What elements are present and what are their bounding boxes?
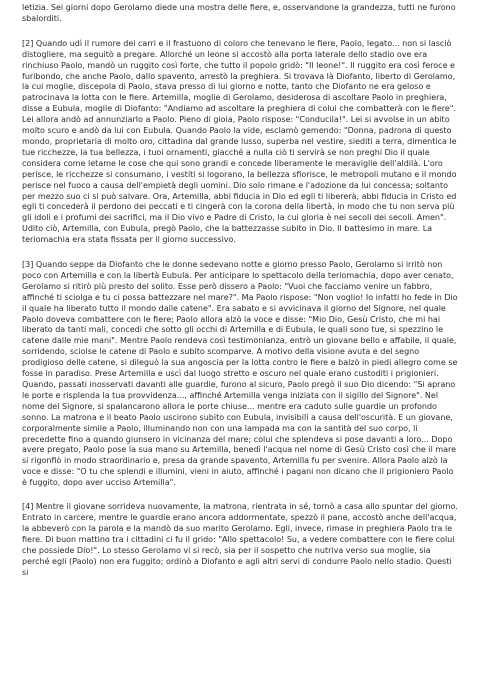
paragraph-intro: letizia. Sei giorni dopo Gerolamo diede una mostra delle fiere, e, osservandone la grandezza, tutti ne furono sbalorditi. (22, 3, 456, 23)
paragraph-section-2: [2] Quando udì il rumore dei carri e il frastuono di coloro che tenevano le fiere, Paolo, legato... non si lasciò distogliere, ma seguitò a pregare. Allorché un leone si accostò alla porta laterale dello stadio ove era rinchiuso Paolo, mandò un ruggito così forte, che tutto il popolo gridò: "Il leone!". Il ruggito era così feroce e furibondo, che anche Paolo, dallo spavento, arrestò la preghiera. Si trovava là Diofanto, liberto di Gerolamo, la cui moglie, discepola di Paolo, stava presso di lui giorno e notte, tanto che Diofanto ne era geloso e patrocinava la lotta con le fiere. Artemilla, moglie di Gerolamo, desiderosa di ascoltare Paolo in preghiera, disse a Eubula, moglie di Diofanto: "Andiamo ad ascoltare la preghiera di colui che combatterà con le fiere". Lei allora andò ad annunziarlo a Paolo. Pieno di gioia, Paolo rispose: "Conducila!". Lei si avvolse in un abito molto scuro e andò da lui con Eubula. Quando Paolo la vide, esclamò gemendo: "Donna, padrona di questo mondo, proprietaria di molto oro, cittadina dal grande lusso, superba nel vestire, siediti a terra, dimentica le tue ricchezze, la tua bellezza, i tuoi ornamenti, giacché a nulla ciò ti servirà se non preghi Dio il quale considera come letame le cose che qui sono grandi e concede liberamente le meraviglie dell'aldilà. L'oro perisce, le ricchezze si consumano, i vestiti si logorano, la bellezza sfiorisce, le metropoli mutano e il mondo perisce nel fuoco a causa dell'empietà degli uomini. Dio solo rimane e l'adozione da lui concessa; soltanto per mezzo suo ci si può salvare. Ora, Artemilla, abbi fiducia in Dio ed egli ti libererà, abbi fiducia in Cristo ed egli ti concederà il perdono dei peccati e ti cingerà con la corona della libertà, in modo che tu non serva più gli idoli e i profumi dei sacrifici, ma il Dio vivo e Padre di Cristo, la cui gloria è nei secoli dei secoli. Amen". Udito ciò, Artemilla, con Eubula, pregò Paolo, che la battezzasse subito in Dio. Il battesimo in mare. La teriomachia era stata fissata per il giorno successivo. (22, 38, 457, 245)
paragraph-section-3: [3] Quando seppe da Diofanto che le donne sedevano notte e giorno presso Paolo, Gerolamo si irritò non poco con Artemilla e con la libertà Eubula. Per anticipare lo spettacolo della teriomachia, dopo aver cenato, Gerolamo si ritirò più presto del solito. Esse però dissero a Paolo: "Vuoi che facciamo venire un fabbro, affinché ti sciolga e tu ci possa battezzare nel mare?". Ma Paolo rispose: "Non voglio! Io infatti ho fede in Dio il quale ha liberato tutto il mondo dalle catene". Era sabato e si avvicinava il giorno del Signore, nel quale Paolo doveva combattere con le fiere; Paolo allora alzò la voce e disse: "Mio Dio, Gesù Cristo, che mi hai liberato da tanti mali, concedi che sotto gli occhi di Artemilla e di Eubula, le quali sono tue, si spezzino le catene dalle mie mani". Mentre Paolo rendeva così testimonianza, entrò un giovane bello e affabile, il quale, sorridendo, sciolse le catene di Paolo e subito scomparve. A motivo della visione avuta e del segno prodigioso delle catene, si dileguò la sua angoscia per la lotta contro le fiere e balzò in piedi allegro come se fosse in paradiso. Prese Artemilla e uscì dal luogo stretto e oscuro nel quale erano custoditi i prigionieri. Quando, passati inosservati davanti alle guardie, furono al sicuro, Paolo pregò il suo Dio dicendo: "Si aprano le porte e risplenda la tua provvidenza..., affinché Artemilla venga iniziata con il sigillo del Signore". Nel nome del Signore, si spalancarono allora le porte chiuse... mentre era caduto sulle guardie un profondo sonno. La matrona e il beato Paolo uscirono subito con Eubula, invisibili a causa dell'oscurità. E un giovane, corporalmente simile a Paolo, illuminando non con una lampada ma con la santità del suo corpo, li precedette fino a quando giunsero in vicinanza del mare; colui che splendeva si pose davanti a loro... Dopo avere pregato, Paolo pose la sua mano su Artemilla, benedì l'acqua nel nome di Gesù Cristo così che il mare si rigonfiò in modo straordinario e, presa da grande spavento, Artemilla fu per svenire. Allora Paolo alzò la voce e disse: "O tu che splendi e illumini, vieni in aiuto, affinché i pagani non dicano che il prigioniero Paolo è fuggito, dopo aver ucciso Artemilla". (22, 260, 458, 488)
paragraph-section-4: [4] Mentre il giovane sorrideva nuovamente, la matrona, rientrata in sé, tornò a casa allo spuntar del giorno. Entrato in carcere, mentre le guardie erano ancora addormentate, spezzò il pane, accostò anche dell'acqua, la abbeverò con la parola e la mandò da suo marito Gerolamo. Egli, invece, rimase in preghiera Paolo tra le fiere. Di buon mattino tra i cittadini ci fu il grido: "Allo spettacolo! Su, a vedere combattere con le fiere colui che possiede Dio!". Lo stesso Gerolamo vi si recò, sia per il sospetto che nutriva verso sua moglie, sia perché egli (Paolo) non era fuggito; ordinò a Diofanto e agli altri servi di condurre Paolo nello stadio. Questi si (22, 502, 458, 577)
